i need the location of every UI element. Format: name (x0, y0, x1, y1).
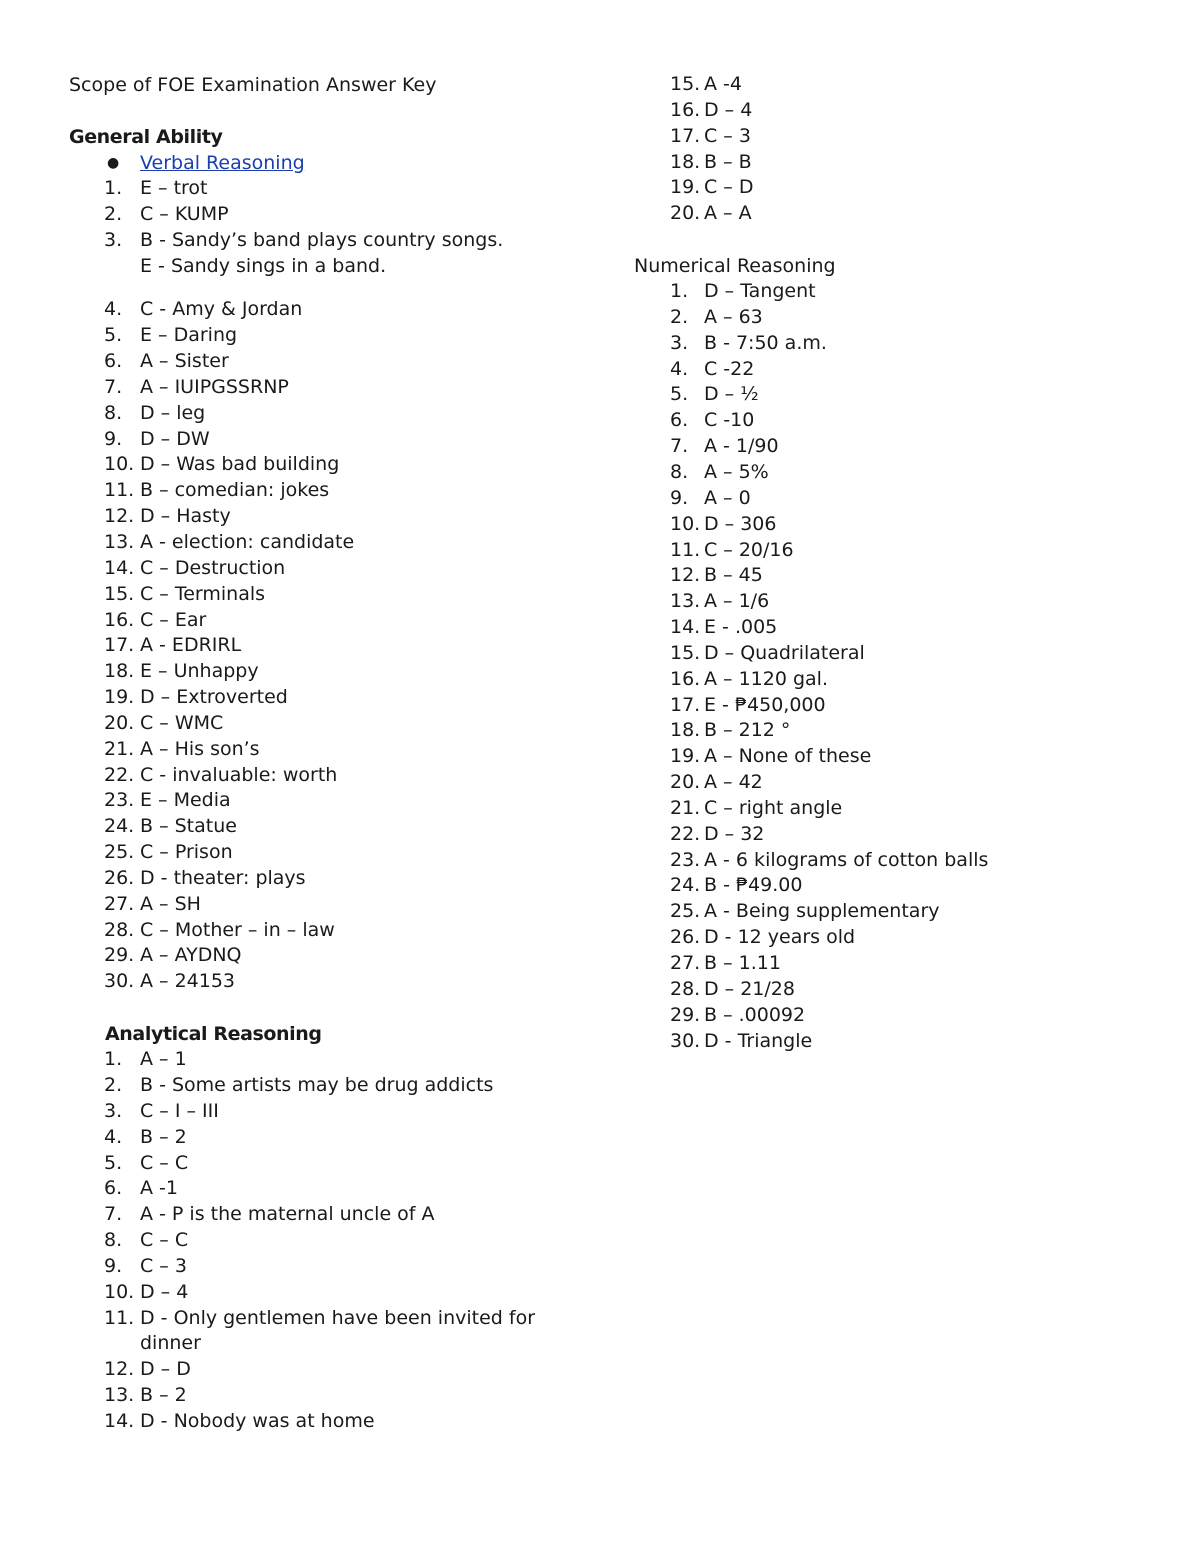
answer-number: 20. (104, 711, 135, 734)
answer-text-continued: E - Sandy sings in a band. (140, 254, 387, 277)
answer-number: 28. (670, 977, 701, 1000)
answer-item (69, 608, 589, 634)
answer-number: 29. (104, 944, 135, 967)
answer-number: 25. (104, 841, 135, 864)
answer-number: 1. (670, 280, 689, 303)
answer-item (69, 685, 589, 711)
answer-item (69, 1228, 589, 1254)
answer-item (634, 538, 1154, 564)
analytical-answer-list (69, 1047, 589, 1435)
answer-text: B – 45 (704, 564, 763, 587)
answer-number: 7. (670, 435, 689, 458)
answer-text: A -1 (140, 1177, 178, 1200)
answer-number: 3. (104, 1099, 123, 1122)
answer-text: E – Unhappy (140, 660, 259, 683)
answer-text: D – 4 (140, 1280, 189, 1303)
answer-item (69, 1306, 589, 1358)
answer-text: A – AYDNQ (140, 944, 242, 967)
answer-number: 20. (670, 202, 701, 225)
answer-item (69, 892, 589, 918)
answer-item (69, 1202, 589, 1228)
answer-number: 9. (104, 427, 123, 450)
answer-text: E - .005 (704, 616, 778, 639)
answer-number: 19. (670, 745, 701, 768)
answer-number: 19. (670, 176, 701, 199)
answer-number: 8. (104, 1229, 123, 1252)
answer-item (69, 1254, 589, 1280)
analytical-answer-list-continued (634, 72, 1154, 227)
answer-number: 9. (104, 1254, 123, 1277)
answer-item (69, 323, 589, 349)
answer-item (69, 918, 589, 944)
blank-line (634, 227, 1154, 253)
answer-text: A -4 (704, 73, 742, 95)
answer-text: D – Was bad building (140, 453, 340, 476)
answer-text: D – Tangent (704, 280, 816, 303)
answer-item (69, 1151, 589, 1177)
numerical-heading: Numerical Reasoning (634, 255, 836, 278)
answer-number: 11. (104, 1306, 135, 1329)
answer-number: 29. (670, 1003, 701, 1026)
answer-text: D – Extroverted (140, 686, 288, 709)
answer-text: C – 20/16 (704, 538, 794, 561)
answer-number: 2. (670, 305, 689, 328)
answer-text: E - ₱450,000 (704, 693, 826, 716)
answer-number: 5. (104, 1151, 123, 1174)
answer-number: 4. (104, 1125, 123, 1148)
answer-text: C – Prison (140, 841, 233, 864)
answer-item (69, 1409, 589, 1435)
answer-number: 27. (670, 952, 701, 974)
verbal-answer-list (69, 176, 589, 995)
answer-text: A – 1 (140, 1048, 187, 1071)
answer-text: A – 24153 (140, 970, 236, 993)
answer-text: A - Being supplementary (704, 900, 940, 923)
answer-text: A - 1/90 (704, 435, 779, 458)
answer-item (69, 530, 589, 556)
answer-text: A – 1120 gal. (704, 667, 828, 690)
answer-text: A – 5% (704, 460, 769, 483)
answer-number: 10. (670, 512, 701, 535)
answer-item (634, 848, 1154, 874)
answer-item (69, 763, 589, 789)
answer-text: D – Hasty (140, 505, 231, 528)
answer-text: A – IUIPGSSRNP (140, 375, 289, 398)
answer-number: 17. (670, 693, 701, 716)
answer-text: A – SH (140, 892, 201, 915)
answer-item (69, 228, 589, 280)
answer-item (634, 925, 1154, 951)
answer-item (634, 563, 1154, 589)
answer-number: 4. (104, 298, 123, 321)
answer-text: C – I – III (140, 1099, 219, 1122)
answer-number: 26. (104, 866, 135, 889)
answer-item (69, 452, 589, 478)
answer-text: C – WMC (140, 711, 224, 734)
answer-item (69, 401, 589, 427)
answer-text: A – A (704, 202, 752, 225)
answer-text: C – Destruction (140, 556, 286, 579)
answer-item (69, 814, 589, 840)
answer-number: 26. (670, 926, 701, 949)
answer-text: C – 3 (704, 124, 751, 147)
answer-item (69, 788, 589, 814)
answer-item (634, 460, 1154, 486)
answer-text: C – D (704, 176, 754, 199)
answer-text: E – Media (140, 789, 231, 812)
answer-text: D - Triangle (704, 1029, 813, 1052)
answer-item (634, 693, 1154, 719)
answer-item (69, 556, 589, 582)
answer-item (634, 641, 1154, 667)
answer-text: B - Some artists may be drug addicts (140, 1074, 494, 1096)
answer-text: A - election: candidate (140, 530, 355, 553)
answer-number: 30. (670, 1029, 701, 1052)
answer-text: D - 12 years old (704, 926, 856, 949)
answer-number: 25. (670, 900, 701, 923)
answer-number: 17. (104, 634, 135, 657)
verbal-reasoning-bullet (69, 150, 589, 176)
answer-text: B – 2 (140, 1125, 187, 1148)
answer-item (634, 124, 1154, 150)
answer-number: 18. (670, 150, 701, 173)
answer-text: C – Ear (140, 608, 207, 631)
answer-number: 8. (104, 401, 123, 424)
answer-text: E – Daring (140, 324, 238, 347)
answer-text: C – Mother – in – law (140, 918, 335, 941)
answer-number: 24. (104, 815, 135, 838)
answer-item (634, 1029, 1154, 1055)
answer-number: 18. (104, 660, 135, 683)
answer-text: C – Terminals (140, 582, 266, 605)
answer-number: 21. (104, 737, 135, 760)
answer-number: 13. (670, 590, 701, 613)
answer-number: 5. (670, 383, 689, 406)
answer-number: 10. (104, 453, 135, 476)
answer-number: 28. (104, 918, 135, 941)
answer-item (634, 899, 1154, 925)
answer-number: 4. (670, 357, 689, 380)
answer-number: 8. (670, 460, 689, 483)
answer-number: 22. (670, 822, 701, 845)
answer-number: 1. (104, 1048, 123, 1071)
answer-item (634, 305, 1154, 331)
answer-number: 1. (104, 177, 123, 199)
answer-text: B – .00092 (704, 1003, 806, 1026)
answer-item (634, 977, 1154, 1003)
general-ability-heading: General Ability (69, 126, 223, 148)
answer-number: 2. (104, 202, 123, 225)
answer-text: C – KUMP (140, 202, 229, 225)
answer-text: D – 32 (704, 822, 765, 845)
right-column (634, 72, 1154, 1054)
answer-item (634, 744, 1154, 770)
answer-text: A - P is the maternal uncle of A (140, 1203, 435, 1226)
answer-item (634, 279, 1154, 305)
answer-item (634, 357, 1154, 383)
answer-item (69, 711, 589, 737)
answer-text: B – 2 (140, 1384, 187, 1407)
answer-text: B - 7:50 a.m. (704, 331, 827, 354)
answer-item (69, 1047, 589, 1073)
answer-text: D – 4 (704, 98, 753, 121)
answer-text: D – DW (140, 427, 210, 450)
answer-number: 7. (104, 375, 123, 398)
answer-text: A – His son’s (140, 737, 260, 760)
answer-number: 9. (670, 486, 689, 509)
analytical-heading: Analytical Reasoning (105, 1023, 322, 1046)
answer-text: A – 0 (704, 486, 751, 509)
bullet-icon: ● (107, 155, 120, 171)
answer-text: B – 1.11 (704, 952, 781, 974)
answer-text: C – C (140, 1151, 189, 1174)
answer-item (69, 1357, 589, 1383)
answer-item (634, 98, 1154, 124)
answer-item (634, 1003, 1154, 1029)
answer-number: 13. (104, 1384, 135, 1407)
answer-text: D - Nobody was at home (140, 1409, 375, 1432)
answer-item (69, 1176, 589, 1202)
answer-item (634, 822, 1154, 848)
answer-text: C – 3 (140, 1254, 187, 1277)
answer-number: 3. (104, 228, 123, 251)
answer-number: 13. (104, 530, 135, 553)
answer-text: D – 306 (704, 512, 777, 535)
answer-number: 23. (104, 789, 135, 812)
answer-item (69, 582, 589, 608)
answer-item (634, 175, 1154, 201)
answer-text: C - Amy & Jordan (140, 298, 303, 321)
answer-number: 6. (104, 350, 123, 373)
answer-number: 14. (104, 1409, 135, 1432)
answer-number: 24. (670, 874, 701, 897)
answer-number: 15. (670, 641, 701, 664)
answer-number: 30. (104, 970, 135, 993)
answer-item (69, 1099, 589, 1125)
answer-item (634, 615, 1154, 641)
answer-text: B – Statue (140, 815, 237, 838)
answer-text: A – None of these (704, 745, 872, 768)
answer-item (69, 349, 589, 375)
left-column (69, 72, 589, 1435)
answer-text: B - ₱49.00 (704, 874, 803, 897)
answer-text: B – 212 ° (704, 719, 791, 742)
answer-text: C -22 (704, 357, 755, 380)
answer-item (69, 969, 589, 995)
answer-number: 12. (670, 564, 701, 587)
answer-item (69, 1280, 589, 1306)
answer-number: 20. (670, 771, 701, 794)
answer-item (69, 659, 589, 685)
answer-item (69, 1073, 589, 1099)
answer-item (69, 633, 589, 659)
answer-item (69, 866, 589, 892)
answer-item (634, 408, 1154, 434)
answer-text: B - Sandy’s band plays country songs. (140, 228, 504, 251)
answer-item (69, 202, 589, 228)
answer-item (634, 796, 1154, 822)
answer-item (634, 201, 1154, 227)
answer-item (634, 667, 1154, 693)
answer-item (634, 589, 1154, 615)
answer-text: B – B (704, 150, 752, 173)
answer-item (69, 1383, 589, 1409)
answer-text: E – trot (140, 177, 208, 199)
answer-number: 14. (670, 616, 701, 639)
answer-number: 2. (104, 1074, 123, 1096)
answer-number: 16. (104, 608, 135, 631)
answer-number: 10. (104, 1280, 135, 1303)
answer-text: A – Sister (140, 350, 229, 373)
answer-number: 22. (104, 763, 135, 786)
answer-item (634, 512, 1154, 538)
answer-number: 19. (104, 686, 135, 709)
answer-text: D – 21/28 (704, 977, 795, 1000)
numerical-answer-list (634, 279, 1154, 1054)
answer-number: 21. (670, 796, 701, 819)
answer-item (69, 840, 589, 866)
answer-item (69, 1125, 589, 1151)
answer-item (69, 375, 589, 401)
answer-number: 27. (104, 892, 135, 915)
answer-text: D – leg (140, 401, 206, 424)
answer-item (69, 737, 589, 763)
answer-text: B – comedian: jokes (140, 479, 330, 502)
answer-number: 6. (104, 1177, 123, 1200)
answer-item (69, 176, 589, 202)
answer-text: D – ½ (704, 383, 759, 406)
blank-line (69, 98, 589, 124)
answer-text: A - EDRIRL (140, 634, 242, 657)
answer-item (69, 943, 589, 969)
answer-text: C -10 (704, 409, 755, 432)
answer-item (69, 478, 589, 504)
answer-number: 14. (104, 556, 135, 579)
answer-number: 5. (104, 324, 123, 347)
answer-number: 15. (104, 582, 135, 605)
answer-text: D - Only gentlemen have been invited for (140, 1306, 536, 1329)
answer-number: 7. (104, 1203, 123, 1226)
answer-number: 16. (670, 667, 701, 690)
answer-number: 18. (670, 719, 701, 742)
answer-item (634, 770, 1154, 796)
answer-text-continued: dinner (140, 1332, 201, 1355)
answer-item (634, 382, 1154, 408)
answer-number: 17. (670, 124, 701, 147)
answer-item (634, 873, 1154, 899)
answer-number: 11. (104, 479, 135, 502)
answer-item (69, 297, 589, 323)
answer-text: C – right angle (704, 796, 843, 819)
answer-text: A – 42 (704, 771, 763, 794)
answer-number: 6. (670, 409, 689, 432)
answer-item (634, 951, 1154, 977)
answer-text: D – D (140, 1358, 191, 1381)
answer-number: 23. (670, 848, 701, 871)
answer-number: 12. (104, 1358, 135, 1381)
answer-text: A - 6 kilograms of cotton balls (704, 848, 989, 871)
answer-item (69, 504, 589, 530)
answer-item (634, 150, 1154, 176)
answer-item (634, 434, 1154, 460)
blank-line (69, 995, 589, 1021)
answer-item (634, 331, 1154, 357)
document-title: Scope of FOE Examination Answer Key (69, 74, 437, 96)
answer-text: C – C (140, 1229, 189, 1252)
answer-text: C - invaluable: worth (140, 763, 338, 786)
answer-item (634, 72, 1154, 98)
answer-text: A – 63 (704, 305, 763, 328)
answer-number: 3. (670, 331, 689, 354)
answer-item (634, 718, 1154, 744)
answer-number: 11. (670, 538, 701, 561)
answer-text: D – Quadrilateral (704, 641, 865, 664)
answer-item (634, 486, 1154, 512)
answer-number: 12. (104, 505, 135, 528)
answer-item (69, 427, 589, 453)
answer-number: 16. (670, 98, 701, 121)
answer-text: A – 1/6 (704, 590, 770, 613)
answer-text: D - theater: plays (140, 866, 306, 889)
answer-number: 15. (670, 73, 701, 95)
verbal-reasoning-link[interactable]: Verbal Reasoning (140, 152, 305, 174)
